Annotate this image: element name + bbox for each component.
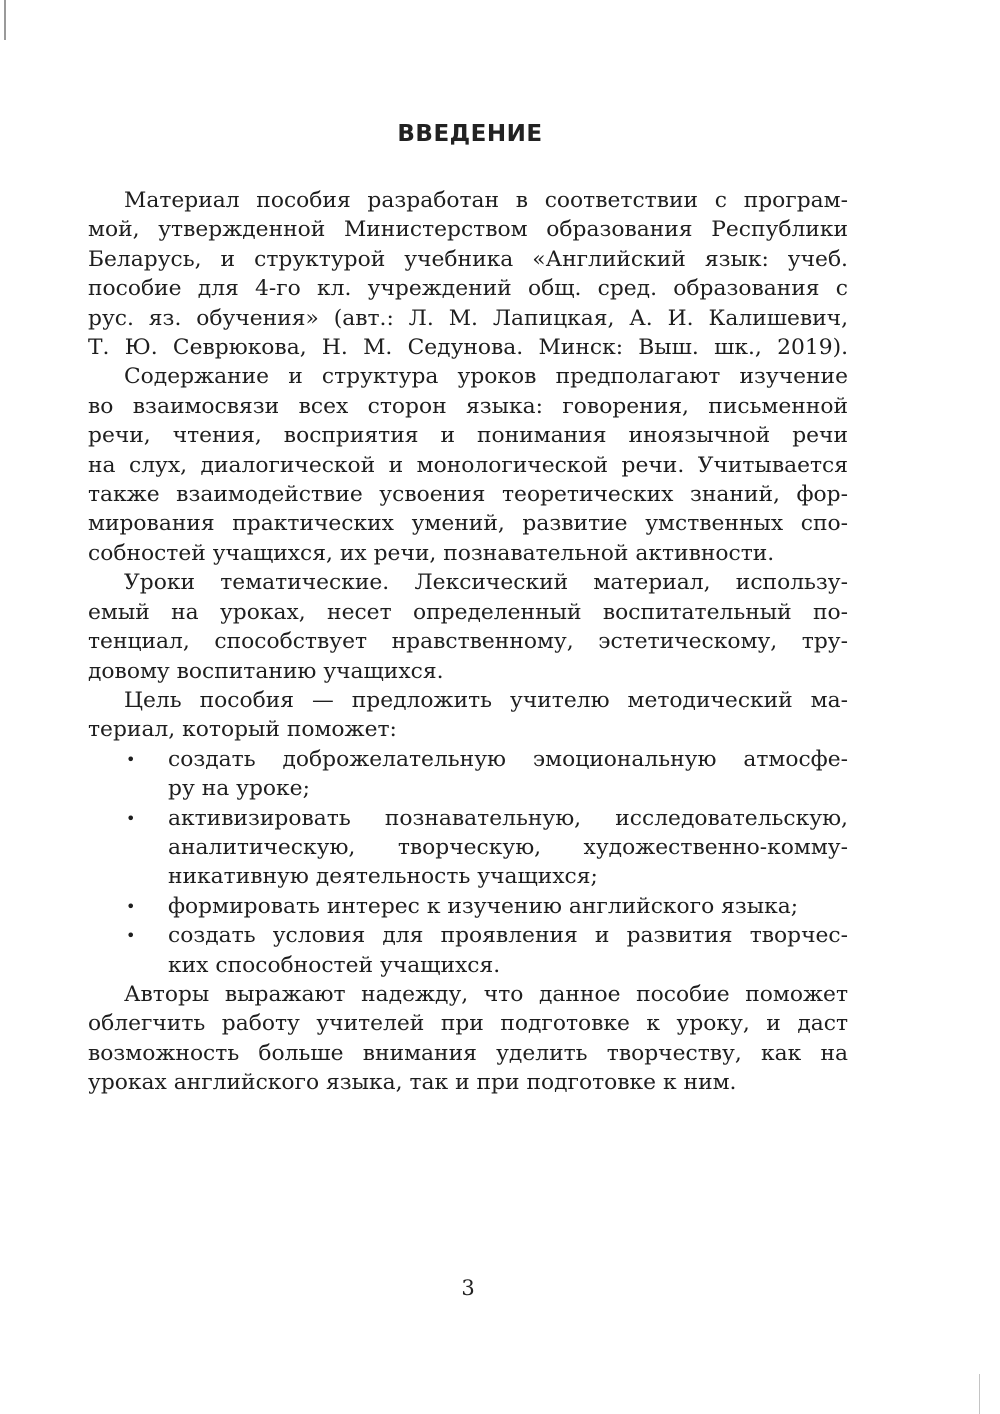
text-line: Цель пособия — предложить учителю методический ма- (124, 687, 848, 713)
text-line: речи, чтения, восприятия и понимания иноязычной речи (88, 423, 848, 449)
text-line: во взаимосвязи всех сторон языка: говорения, письменной (88, 393, 848, 419)
text-line: ру на уроке; (168, 776, 310, 802)
text-line: никативную деятельность учащихся; (168, 864, 598, 890)
list-item (88, 745, 848, 804)
bullet-icon: • (126, 926, 136, 946)
closing-paragraph (88, 980, 848, 1098)
text-line: собностей учащихся, их речи, познавательной активности. (88, 540, 775, 566)
text-line: на слух, диалогической и монологической речи. Учитывается (88, 452, 848, 478)
goals-list (88, 745, 848, 980)
paragraph-3 (88, 568, 848, 686)
page-title: ВВЕДЕНИЕ (397, 121, 543, 147)
text-line: рус. яз. обучения» (авт.: Л. М. Лапицкая, А. И. Калишевич, (88, 305, 848, 331)
text-line: Материал пособия разработан в соответствии с програм- (124, 188, 848, 213)
text-line: аналитическую, творческую, художественно-комму- (168, 834, 848, 860)
text-line: довому воспитанию учащихся. (88, 658, 444, 684)
page-number: 3 (461, 1276, 475, 1300)
text-line: емый на уроках, несет определенный воспитательный по- (88, 599, 848, 625)
text-line: также взаимодействие усвоения теоретических знаний, фор- (88, 482, 848, 508)
text-line: уроках английского языка, так и при подготовке к ним. (88, 1070, 737, 1096)
text-line: активизировать познавательную, исследовательскую, (168, 805, 848, 831)
bullet-icon: • (126, 749, 136, 769)
text-line: создать условия для проявления и развития творчес- (168, 923, 848, 949)
paragraph-2 (88, 362, 848, 568)
paragraph-1 (88, 186, 848, 362)
paragraph-4 (88, 686, 848, 745)
text-line: мирования практических умений, развитие умственных спо- (88, 511, 848, 537)
text-line: Уроки тематические. Лексический материал, использу- (124, 570, 848, 596)
list-item (88, 804, 848, 892)
text-line: облегчить работу учителей при подготовке к уроку, и даст (88, 1011, 848, 1037)
bullet-icon: • (126, 896, 136, 916)
text-line: Авторы выражают надежду, что данное пособие поможет (124, 981, 848, 1007)
text-line: возможность больше внимания уделить творчеству, как на (88, 1040, 848, 1066)
text-line: Содержание и структура уроков предполагают изучение (124, 364, 848, 390)
page-edge-left (4, 0, 6, 40)
text-line: Беларусь, и структурой учебника «Английский язык: учеб. (88, 246, 848, 272)
text-line: мой, утвержденной Министерством образования Республики (88, 217, 848, 243)
text-line: Т. Ю. Севрюкова, Н. М. Седунова. Минск: Выш. шк., 2019). (88, 335, 848, 361)
list-item (88, 892, 848, 921)
bullet-icon: • (126, 808, 136, 828)
text-line: териал, который поможет: (88, 717, 397, 743)
text-line: формировать интерес к изучению английского языка; (168, 893, 799, 919)
list-item (88, 921, 848, 980)
text-line: создать доброжелательную эмоциональную атмосфе- (168, 746, 848, 772)
main-text (88, 186, 848, 1098)
text-line: ких способностей учащихся. (168, 952, 501, 978)
page-edge-right (979, 1374, 980, 1414)
text-line: тенциал, способствует нравственному, эстетическому, тру- (88, 629, 848, 655)
text-line: пособие для 4-го кл. учреждений общ. сред. образования с (88, 276, 848, 302)
